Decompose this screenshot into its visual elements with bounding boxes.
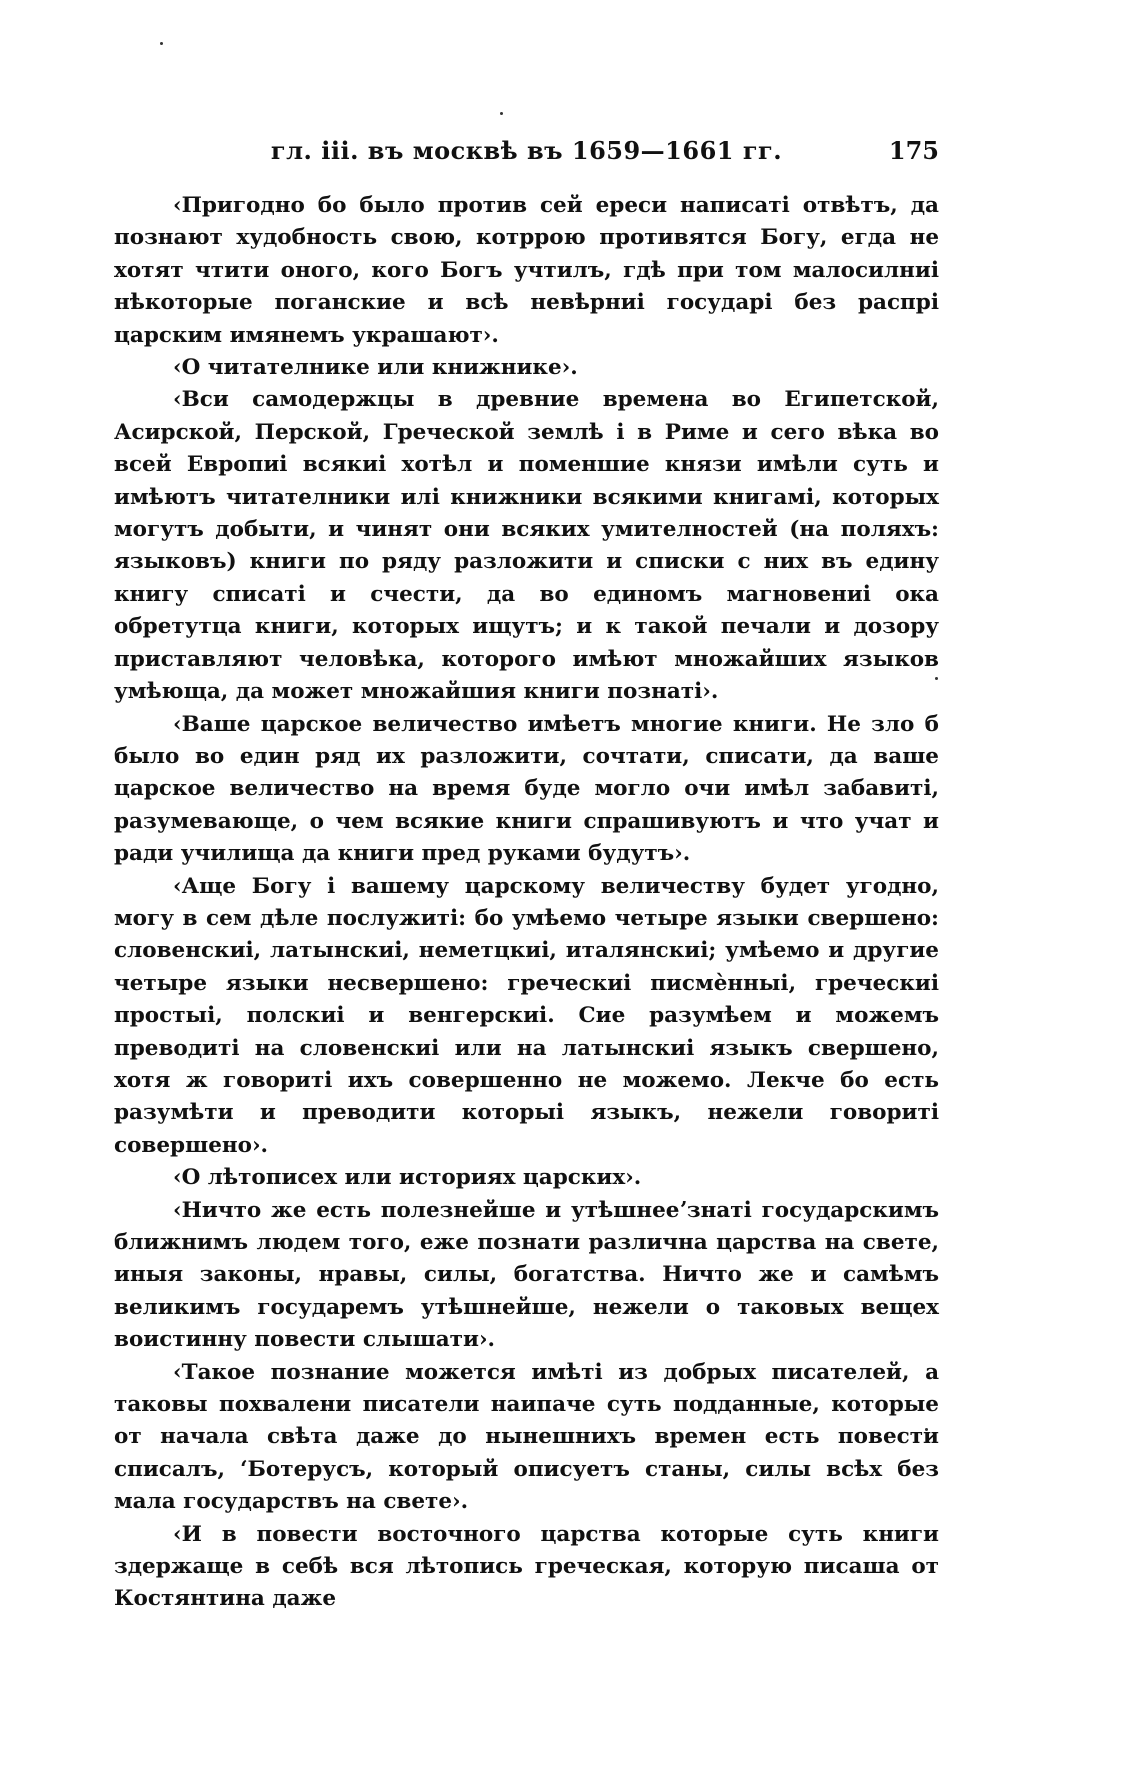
page-number: 175 [888,136,939,165]
paragraph: ‹Ваше царское величество имѣетъ многие книги. Не зло б было во един ряд их разложити, сочтати, списати, да ваше царское величество на время буде могло очи имѣл забавиті, разумевающе, о чем всякие книги спрашивуютъ и что учат и ради училища да книги пред руками будутъ›. [114,711,939,867]
scan-speck [160,42,163,45]
page-header [114,136,939,172]
paragraph: ‹И в повести восточного царства которые суть книги здержаще в себѣ вся лѣтопись греческая, которую писаша от Костянтина даже [114,1521,939,1612]
running-head: гл. ііі. въ москвѣ въ 1659—1661 гг. [270,136,783,165]
scan-speck [500,112,503,115]
paragraph: ‹Пригодно бо было против сей ереси написаті отвѣтъ, да познают худобность свою, котррою противятся Богу, егда не хотят чтити оного, кого Богъ учтилъ, гдѣ при том малосилниі нѣкоторые поганские и всѣ невѣрниі государі без распрі царским имянемъ украшают›. [114,193,939,348]
paragraph: ‹Ничто же есть полезнейше и утѣшнееʼзнаті государскимъ ближнимъ людем того, еже познати различна царства на свете, иныя законы, нравы, силы, богатства. Ничто же и самѣмъ великимъ государемъ утѣшнейше, нежели о таковых вещех воистинну повести слышати›. [114,1197,939,1353]
body-text [114,190,939,1616]
paragraph: ‹Вси самодержцы в древние времена во Египетской, Асирской, Перской, Греческой землѣ і в Риме и сего вѣка во всей Европиі всякиі хотѣл и поменшие князи имѣли суть и имѣютъ читателники илі книжники всякими книгамі, которых могутъ добыти, и чинят они всяких умителностей (на поляхъ: языковъ) книги по ряду разложити и списки с них въ едину книгу списаті и счести, да во единомъ магновениі ока обретутца книги, которых ищутъ; и к такой печали и дозору приставляют человѣка, которого имѣют множайших языков умѣюща, да может множайшия книги познаті›. [114,387,939,705]
paragraph: ‹Аще Богу і вашему царскому величеству будет угодно, могу в сем дѣле послужиті: бо умѣемо четыре языки свершено: словенскиі, латынскиі, неметцкиі, италянскиі; умѣемо и другие четыре языки несвершено: греческиі писмѐнныі, греческиі простыі, полскиі и венгерскиі. Сие разумѣем и можемъ преводиті на словенскиі или на латынскиі языкъ свершено, хотя ж говориті ихъ совершенно не можемо. Лекче бо есть разумѣти и преводити которыі языкъ, нежели говориті совершено›. [114,873,939,1158]
paragraph: ‹Такое познание можется имѣті из добрых писателей, а таковы похвалени писатели наипаче суть подданные, которые от начала свѣта даже до нынешнихъ времен есть повести списалъ, ʻБотерусъ, который описуетъ станы, силы всѣх без мала государствъ на свете›. [114,1359,939,1515]
section-heading: ‹О читателнике или книжнике›. [173,355,578,381]
section-heading: ‹О лѣтописех или историях царских›. [173,1165,642,1191]
